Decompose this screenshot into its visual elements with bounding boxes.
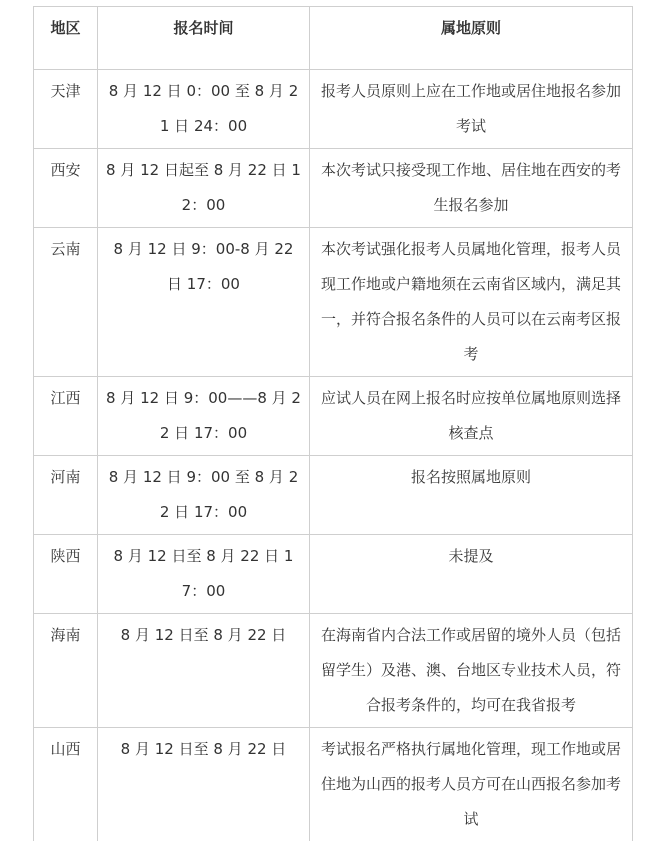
cell-region: 西安 [34,149,98,228]
cell-rule: 本次考试只接受现工作地、居住地在西安的考生报名参加 [310,149,633,228]
cell-time: 8 月 12 日至 8 月 22 日 [98,728,310,841]
cell-time: 8 月 12 日 0：00 至 8 月 21 日 24：00 [98,70,310,149]
registration-table [33,6,633,841]
cell-rule: 应试人员在网上报名时应按单位属地原则选择核查点 [310,377,633,456]
cell-region: 天津 [34,70,98,149]
cell-time: 8 月 12 日 9：00——8 月 22 日 17：00 [98,377,310,456]
registration-table-container [33,6,632,841]
cell-time: 8 月 12 日至 8 月 22 日 [98,614,310,728]
table-row [34,228,633,377]
table-row [34,728,633,841]
cell-region: 陕西 [34,535,98,614]
cell-time: 8 月 12 日 9：00-8 月 22 日 17：00 [98,228,310,377]
cell-rule: 在海南省内合法工作或居留的境外人员（包括留学生）及港、澳、台地区专业技术人员，符合报考条件的，均可在我省报考 [310,614,633,728]
cell-region: 海南 [34,614,98,728]
table-row [34,456,633,535]
header-time: 报名时间 [98,7,310,70]
cell-rule: 本次考试强化报考人员属地化管理，报考人员现工作地或户籍地须在云南省区域内，满足其一，并符合报名条件的人员可以在云南考区报考 [310,228,633,377]
cell-rule: 考试报名严格执行属地化管理，现工作地或居住地为山西的报考人员方可在山西报名参加考试 [310,728,633,841]
cell-rule: 未提及 [310,535,633,614]
cell-time: 8 月 12 日 9：00 至 8 月 22 日 17：00 [98,456,310,535]
table-row [34,149,633,228]
cell-region: 云南 [34,228,98,377]
header-region: 地区 [34,7,98,70]
table-row [34,70,633,149]
cell-region: 江西 [34,377,98,456]
cell-rule: 报考人员原则上应在工作地或居住地报名参加考试 [310,70,633,149]
cell-region: 山西 [34,728,98,841]
header-rule: 属地原则 [310,7,633,70]
cell-time: 8 月 12 日至 8 月 22 日 17：00 [98,535,310,614]
table-row [34,614,633,728]
table-row [34,535,633,614]
cell-region: 河南 [34,456,98,535]
cell-rule: 报名按照属地原则 [310,456,633,535]
cell-time: 8 月 12 日起至 8 月 22 日 12：00 [98,149,310,228]
table-row [34,377,633,456]
table-header-row [34,7,633,70]
